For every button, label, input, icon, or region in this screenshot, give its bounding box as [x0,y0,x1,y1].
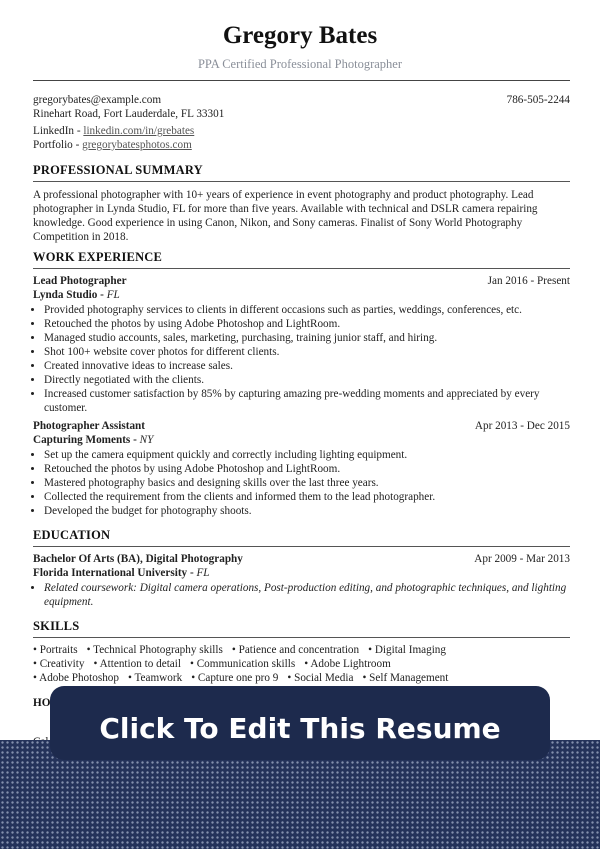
job-bullet: • Directly negotiated with the clients. [44,373,570,387]
edit-resume-button[interactable]: Click To Edit This Resume [50,686,550,760]
job-header [33,420,570,434]
summary-title: PROFESSIONAL SUMMARY [33,163,570,182]
skill-item: • Communication skills [190,658,295,670]
jobs-list [33,275,570,518]
job-bullet: • Shot 100+ website cover photos for different clients. [44,345,570,359]
linkedin-sep: - [74,125,84,137]
skill-item: • Self Management [362,672,448,684]
skill-item: • Digital Imaging [368,644,446,656]
skill-item: • Social Media [287,672,353,684]
skill-item: • Adobe Photoshop [33,672,119,684]
job-location: FL [106,288,120,301]
education-dates: Apr 2009 - Mar 2013 [474,553,570,565]
skills-grid [33,643,570,685]
summary-section [33,163,570,244]
skill-item: • Technical Photography skills [87,644,223,656]
portfolio-link[interactable]: gregorybatesphotos.com [82,139,192,151]
skill-item: • Patience and concentration [232,644,359,656]
job-location: NY [139,433,154,446]
job-bullet: • Set up the camera equipment quickly and correctly including lighting equipment. [44,448,570,462]
job-role: Photographer Assistant [33,420,145,432]
skills-row [33,657,570,671]
contact-address: Rinehart Road, Fort Lauderdale, FL 33301 [33,108,225,120]
skill-item: • Capture one pro 9 [191,672,278,684]
job-header [33,275,570,289]
job-bullet: • Retouched the photos by using Adobe Photoshop and LightRoom. [44,462,570,476]
degree-row [33,553,570,567]
summary-text: A professional photographer with 10+ years of experience in event photography and product photography. Lead photographer in Lynda Studio, FL for more than five years. Available with technical and DSLR camera repairing knowledge. Good experience in using Canon, Nikon, and Sony cameras. Finalist of Sony World Photography Competition in 2018. [33,189,538,243]
coursework-list [33,581,570,609]
contact-linkedin-row [33,124,570,138]
job-bullets [33,448,570,518]
school-location: FL [196,566,210,579]
skills-row [33,671,570,685]
job-bullets [33,303,570,415]
contact-phone: 786-505-2244 [506,94,570,106]
work-title: WORK EXPERIENCE [33,250,570,269]
job-bullet: • Mastered photography basics and designing skills over the last three years. [44,476,570,490]
job-bullet: • Managed studio accounts, sales, marketing, purchasing, training junior staff, and hiring. [44,331,570,345]
job-company-row: Lynda Studio - FL [33,288,120,301]
education-title: EDUCATION [33,528,570,547]
contact-block [33,93,570,152]
education-section [33,528,570,609]
job-bullet: • Increased customer satisfaction by 85% by capturing amazing pre-wedding moments and appreciated by every customer. [44,387,570,415]
job-bullet: • Developed the budget for photography shoots. [44,504,570,518]
job-bullet: • Retouched the photos by using Adobe Photoshop and LightRoom. [44,317,570,331]
skills-section [33,619,570,685]
skill-item: • Attention to detail [93,658,181,670]
skills-row [33,643,570,657]
job-role: Lead Photographer [33,275,127,287]
job-bullet: • Provided photography services to clients in different occasions such as parties, weddings, conferences, etc. [44,303,570,317]
job-dates: Jan 2016 - Present [487,275,570,287]
job-company-row: Capturing Moments - NY [33,433,154,446]
skill-item: • Creativity [33,658,84,670]
linkedin-link[interactable]: linkedin.com/in/grebates [83,125,195,137]
candidate-name: Gregory Bates [222,22,378,49]
portfolio-label: Portfolio [33,139,73,151]
contact-portfolio-row [33,138,570,152]
job-company: Capturing Moments [33,433,131,446]
skills-title: SKILLS [33,619,570,638]
contact-email: gregorybates@example.com [33,94,162,106]
job-bullet: • Created innovative ideas to increase sales. [44,359,570,373]
job-dates: Apr 2013 - Dec 2015 [474,420,570,432]
job-company: Lynda Studio [33,288,98,301]
hidden-section-title: HO [33,697,51,709]
job-bullet: • Collected the requirement from the clients and informed them to the lead photographer. [44,490,570,504]
header-divider [33,80,570,81]
skill-item: • Adobe Lightroom [304,658,391,670]
candidate-subtitle: PPA Certified Professional Photographer [197,57,403,71]
degree: Bachelor Of Arts (BA), Digital Photography [33,553,243,565]
portfolio-sep: - [72,139,83,151]
skill-item: • Portraits [33,644,78,656]
linkedin-label: LinkedIn [33,125,75,137]
school: Florida International University [33,566,188,579]
work-section [33,250,570,518]
coursework: • Related coursework: Digital camera operations, Post-production editing, and photographic techniques, and lighting equipment. [44,581,570,609]
skill-item: • Teamwork [128,672,182,684]
school-row: Florida International University - FL [33,566,210,579]
